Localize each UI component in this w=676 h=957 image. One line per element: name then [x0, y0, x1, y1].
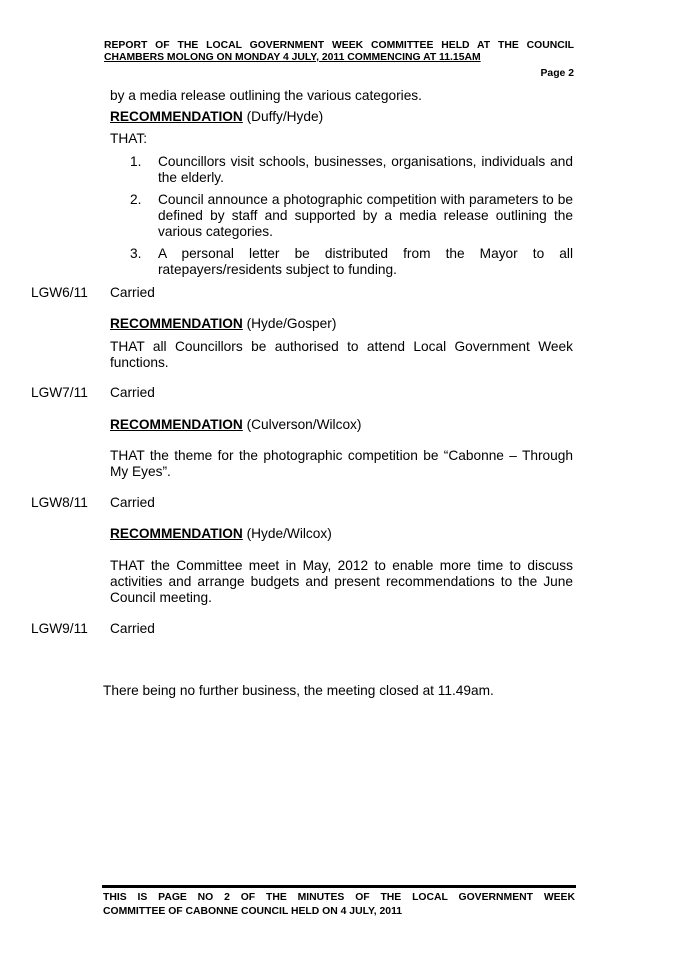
list-text: Councillors visit schools, businesses, organisations, individuals and the elderly. [158, 154, 573, 185]
resolution-code: LGW6/11 [31, 285, 88, 300]
recommendation-label: RECOMMENDATION [110, 316, 243, 331]
recommendation-label: RECOMMENDATION [110, 526, 243, 541]
recommendation-movers: (Culverson/Wilcox) [242, 417, 362, 432]
list-text: A personal letter be distributed from the Mayor to all ratepayers/residents subject to funding. [158, 246, 573, 277]
resolution-status: Carried [110, 621, 155, 636]
list-number: 3. [130, 246, 142, 261]
intro-continuation: by a media release outlining the various categories. [110, 88, 422, 103]
recommendation-heading-1 [110, 109, 573, 125]
footer-line-2: COMMITTEE OF CABONNE COUNCIL HELD ON 4 JULY, 2011 [103, 906, 403, 917]
document-footer [103, 891, 575, 919]
recommendation-heading-4 [110, 526, 573, 542]
recommendation-text: THAT the Committee meet in May, 2012 to enable more time to discuss activities and arrange budgets and present recommendations to the June Council meeting. [110, 558, 573, 605]
recommendation-text: THAT the theme for the photographic competition be “Cabonne – Through My Eyes”. [110, 448, 573, 479]
recommendation-label: RECOMMENDATION [110, 417, 243, 432]
resolution-code: LGW9/11 [31, 621, 88, 636]
resolution-status: Carried [110, 495, 155, 510]
footer-divider [102, 885, 576, 888]
list-text: Council announce a photographic competition with parameters to be defined by staff and supported by a media release outlining the various categories. [158, 192, 573, 239]
recommendation-movers: (Hyde/Gosper) [242, 316, 337, 331]
page-number: Page 2 [540, 68, 574, 79]
recommendation-text: THAT all Councillors be authorised to attend Local Government Week functions. [110, 339, 573, 370]
list-item [130, 192, 573, 240]
resolution-status: Carried [110, 285, 155, 300]
closing-statement: There being no further business, the meeting closed at 11.49am. [103, 683, 494, 698]
header-title-line-2: CHAMBERS MOLONG ON MONDAY 4 JULY, 2011 COMMENCING AT 11.15AM [104, 52, 481, 63]
footer-line-1: THIS IS PAGE NO 2 OF THE MINUTES OF THE LOCAL GOVERNMENT WEEK [103, 892, 575, 903]
recommendation-heading-3 [110, 417, 573, 433]
list-number: 1. [130, 154, 142, 169]
resolution-status: Carried [110, 385, 155, 400]
list-item [130, 154, 573, 186]
document-header [104, 40, 574, 64]
that-intro: THAT: [110, 131, 148, 146]
resolution-code: LGW7/11 [31, 385, 88, 400]
recommendation-movers: (Hyde/Wilcox) [242, 526, 332, 541]
header-title-line-1: REPORT OF THE LOCAL GOVERNMENT WEEK COMMITTEE HELD AT THE COUNCIL [104, 40, 574, 51]
list-number: 2. [130, 192, 142, 207]
resolution-code: LGW8/11 [31, 495, 88, 510]
list-item [130, 246, 573, 278]
recommendation-label: RECOMMENDATION [110, 109, 243, 124]
recommendation-movers: (Duffy/Hyde) [242, 109, 324, 124]
recommendation-heading-2 [110, 316, 573, 332]
